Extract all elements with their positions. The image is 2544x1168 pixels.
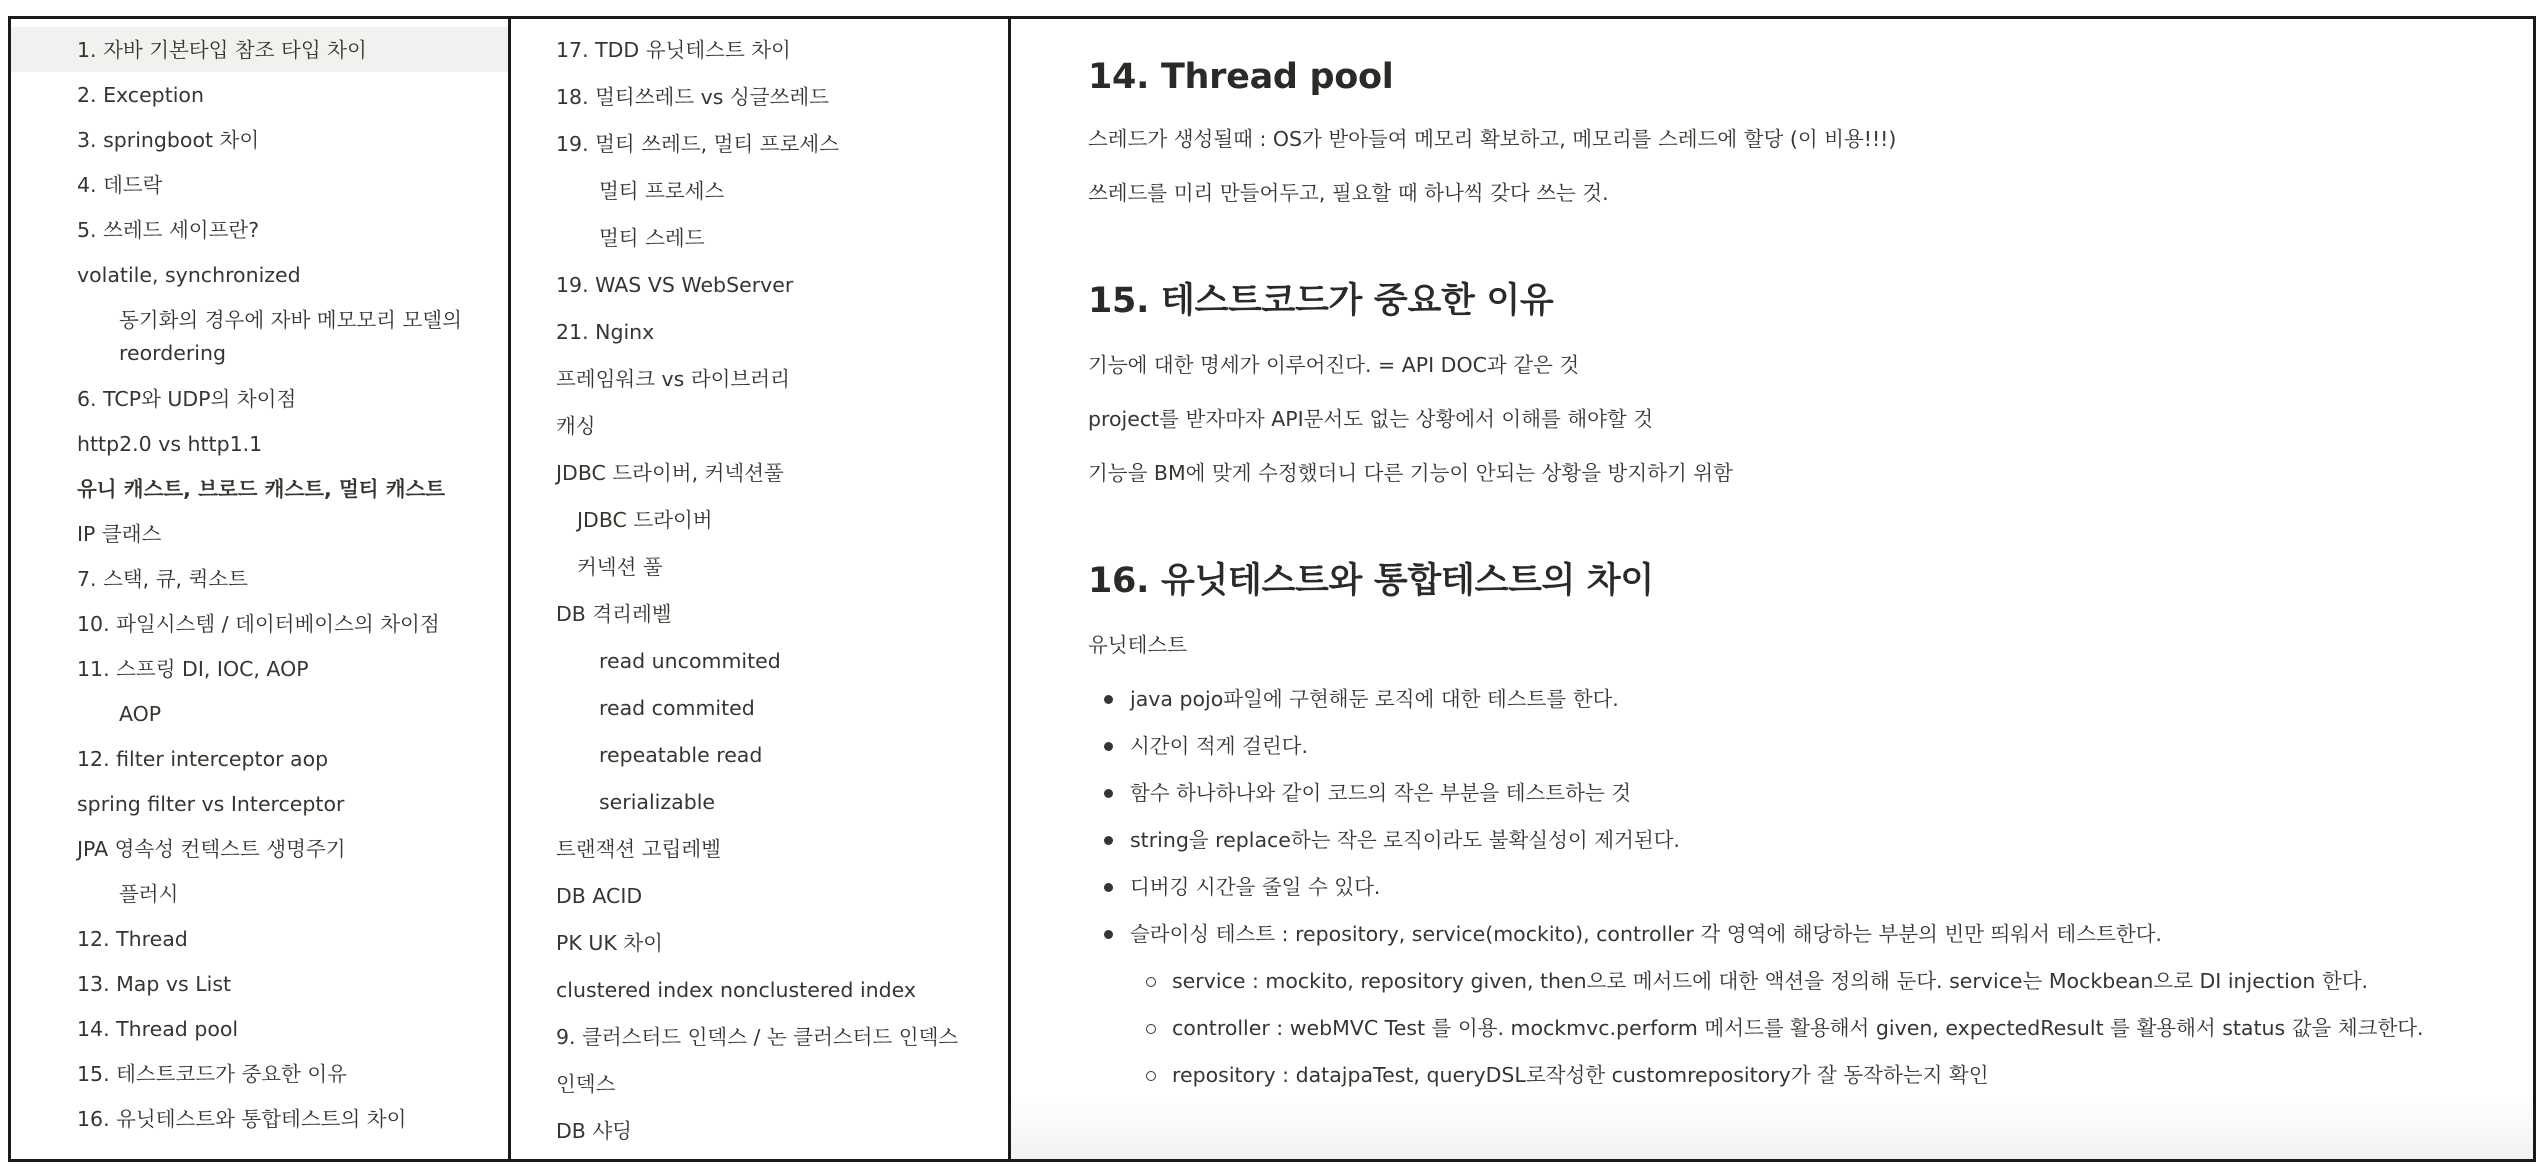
bullet-list — [1088, 683, 2473, 1091]
list-item: 시간이 적게 걸린다. — [1088, 730, 2473, 762]
sub-list-item: controller : webMVC Test 를 이용. mockmvc.perform 메서드를 활용해서 given, expectedResult 를 활용해서 status 값을 체크한다. — [1130, 1012, 2473, 1044]
toc-item[interactable]: 21. Nginx — [556, 320, 655, 344]
toc-column-2 — [511, 19, 1011, 1159]
paragraph: 스레드가 생성될때 : OS가 받아들여 메모리 확보하고, 메모리를 스레드에 할당 (이 비용!!!) — [1088, 127, 1897, 151]
toc-item[interactable]: 커넥션 풀 — [577, 555, 663, 579]
toc-item[interactable]: 12. Thread — [77, 927, 188, 951]
toc-item[interactable]: 19. WAS VS WebServer — [556, 273, 794, 297]
toc-item[interactable]: read uncommited — [599, 649, 781, 673]
paragraph: 기능을 BM에 맞게 수정했더니 다른 기능이 안되는 상황을 방지하기 위함 — [1088, 461, 1733, 485]
document-body — [1011, 19, 2533, 1159]
toc-item[interactable]: 6. TCP와 UDP의 차이점 — [77, 387, 297, 411]
toc-item[interactable]: 1. 자바 기본타입 참조 타입 차이 — [11, 27, 508, 72]
toc-item[interactable]: DB 샤딩 — [556, 1119, 632, 1143]
toc-item[interactable]: 7. 스택, 큐, 퀵소트 — [77, 567, 248, 591]
section-heading: 14. Thread pool — [1088, 57, 1394, 97]
toc-item[interactable]: repeatable read — [599, 743, 763, 767]
toc-item[interactable]: volatile, synchronized — [77, 263, 301, 287]
toc-item[interactable]: DB 격리레벨 — [556, 602, 672, 626]
toc-item[interactable]: 19. 멀티 쓰레드, 멀티 프로세스 — [556, 132, 840, 156]
toc-item[interactable]: 플러시 — [119, 882, 179, 906]
toc-item[interactable]: clustered index nonclustered index — [556, 978, 917, 1002]
toc-item[interactable]: 3. springboot 차이 — [77, 128, 260, 152]
paragraph: project를 받자마자 API문서도 없는 상황에서 이해를 해야할 것 — [1088, 407, 1654, 431]
toc-item[interactable]: 2. Exception — [77, 83, 204, 107]
toc-item[interactable]: JPA 영속성 컨텍스트 생명주기 — [77, 837, 346, 861]
toc-item[interactable]: http2.0 vs http1.1 — [77, 432, 263, 456]
toc-item[interactable]: 캐싱 — [556, 414, 596, 438]
toc-item[interactable]: AOP — [119, 702, 162, 726]
list-item: string을 replace하는 작은 로직이라도 불확실성이 제거된다. — [1088, 824, 2473, 856]
section-thread-pool — [1088, 57, 2473, 209]
toc-item[interactable]: 동기화의 경우에 자바 메모모리 모델의 reordering — [119, 308, 462, 365]
toc-item[interactable]: read commited — [599, 696, 755, 720]
list-item: 함수 하나하나와 같이 코드의 작은 부분을 테스트하는 것 — [1088, 777, 2473, 809]
section-heading: 15. 테스트코드가 중요한 이유 — [1088, 281, 1554, 321]
list-item-text: 슬라이싱 테스트 : repository, service(mockito), controller 각 영역에 해당하는 부분의 빈만 띄워서 테스트한다. — [1130, 922, 2162, 946]
section-heading: 16. 유닛테스트와 통합테스트의 차이 — [1088, 561, 1654, 601]
sub-list-item: repository : datajpaTest, queryDSL로작성한 customrepository가 잘 동작하는지 확인 — [1130, 1059, 2473, 1091]
list-item — [1088, 918, 2473, 1091]
paragraph: 기능에 대한 명세가 이루어진다. = API DOC과 같은 것 — [1088, 353, 1580, 377]
toc-item[interactable]: serializable — [599, 790, 716, 814]
toc-item[interactable]: JDBC 드라이버 — [577, 508, 713, 532]
toc-item[interactable]: 14. Thread pool — [77, 1017, 239, 1041]
sub-bullet-list — [1130, 965, 2473, 1091]
toc-item[interactable]: spring filter vs Interceptor — [77, 792, 345, 816]
toc-item[interactable]: JDBC 드라이버, 커넥션풀 — [556, 461, 784, 485]
section-test-code-importance — [1088, 273, 2473, 489]
toc-item[interactable]: 13. Map vs List — [77, 972, 232, 996]
toc-item[interactable]: 4. 데드락 — [77, 173, 163, 197]
toc-item[interactable]: 멀티 프로세스 — [599, 179, 725, 203]
toc-item[interactable]: 9. 클러스터드 인덱스 / 논 클러스터드 인덱스 — [556, 1025, 959, 1049]
page-frame — [8, 16, 2536, 1162]
toc-item[interactable]: 16. 유닛테스트와 통합테스트의 차이 — [77, 1107, 407, 1131]
toc-item[interactable]: 트랜잭션 고립레벨 — [556, 837, 721, 861]
paragraph: 쓰레드를 미리 만들어두고, 필요할 때 하나씩 갖다 쓰는 것. — [1088, 181, 1609, 205]
toc-item[interactable]: PK UK 차이 — [556, 931, 663, 955]
toc-item[interactable]: 11. 스프링 DI, IOC, AOP — [77, 657, 309, 681]
toc-item[interactable]: 17. TDD 유닛테스트 차이 — [556, 38, 791, 62]
toc-item[interactable]: IP 클래스 — [77, 522, 162, 546]
sub-list-item: service : mockito, repository given, then으로 메서드에 대한 액션을 정의해 둔다. service는 Mockbean으로 DI injection 한다. — [1130, 965, 2473, 997]
toc-item[interactable]: 18. 멀티쓰레드 vs 싱글쓰레드 — [556, 85, 829, 109]
list-item: 디버깅 시간을 줄일 수 있다. — [1088, 871, 2473, 903]
toc-item[interactable]: 12. filter interceptor aop — [77, 747, 329, 771]
toc-item[interactable]: 10. 파일시스템 / 데이터베이스의 차이점 — [77, 612, 440, 636]
toc-item[interactable]: 5. 쓰레드 세이프란? — [77, 218, 260, 242]
toc-item[interactable]: 프레임워크 vs 라이브러리 — [556, 367, 790, 391]
toc-item[interactable]: 멀티 스레드 — [599, 226, 705, 250]
paragraph: 유닛테스트 — [1088, 633, 1188, 657]
toc-item[interactable]: 15. 테스트코드가 중요한 이유 — [77, 1062, 347, 1086]
list-item: java pojo파일에 구현해둔 로직에 대한 테스트를 한다. — [1088, 683, 2473, 715]
toc-item[interactable]: 유니 캐스트, 브로드 캐스트, 멀티 캐스트 — [77, 477, 446, 501]
section-unit-vs-integration-test — [1088, 553, 2473, 1091]
toc-item[interactable]: DB ACID — [556, 884, 643, 908]
toc-column-1 — [11, 19, 511, 1159]
bottom-fade — [1011, 1099, 2533, 1159]
toc-item[interactable]: 인덱스 — [556, 1072, 616, 1096]
